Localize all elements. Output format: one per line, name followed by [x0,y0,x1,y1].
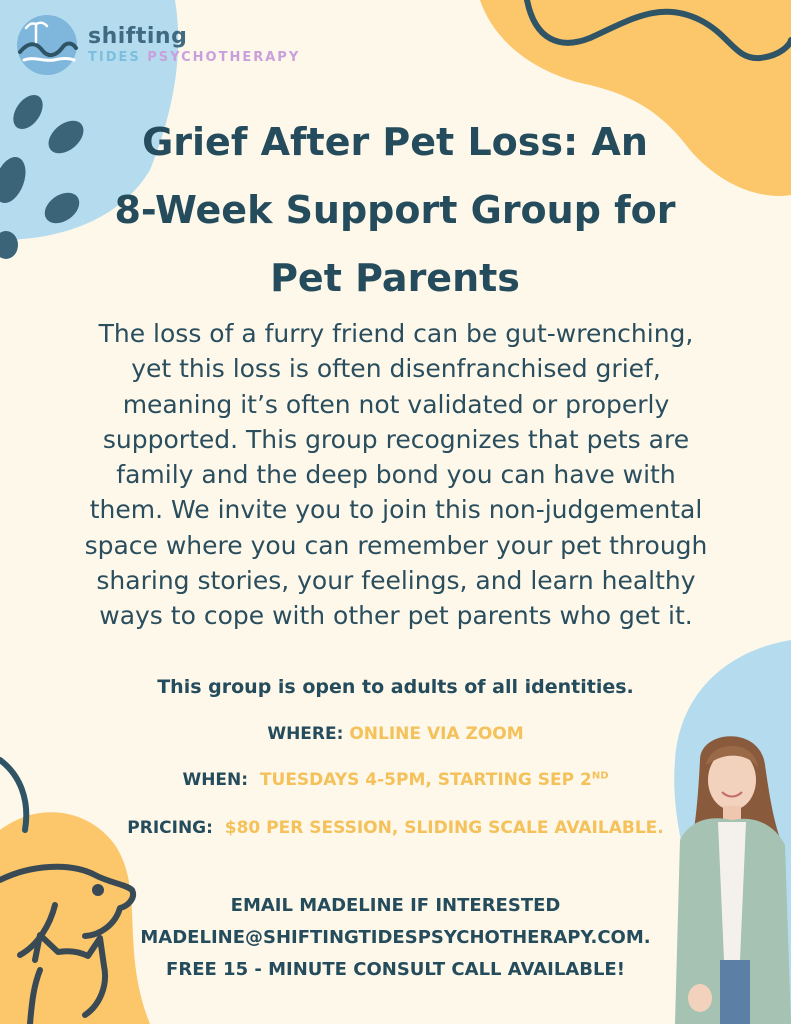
brand-name-line2 [88,51,300,64]
description-line: family and the deep bond you can have with [116,460,676,490]
title-line-1: Grief After Pet Loss: An [142,120,648,164]
description-line: meaning it’s often not validated or properly [122,389,670,419]
where-value: ONLINE VIA ZOOM [349,724,524,744]
pricing-label: PRICING: [127,818,213,838]
audience-statement: This group is open to adults of all identities. [157,676,634,698]
description-line: sharing stories, your feelings, and learn healthy [96,566,696,596]
description-line: The loss of a furry friend can be gut-wrenching, [98,319,694,348]
description-line: supported. This group recognizes that pets are [102,424,690,454]
pricing-value: $80 PER SESSION, SLIDING SCALE AVAILABLE. [224,818,664,838]
page-title [60,108,730,312]
when-value [260,770,609,790]
where-label: WHERE: [267,724,344,744]
wave-logo-icon [14,12,80,78]
when-date: TUESDAYS 4-5PM, STARTING SEP 2 [259,770,592,790]
therapist-photo [660,720,791,1024]
title-line-3: Pet Parents [270,256,520,300]
description-paragraph [54,316,738,634]
description-line: them. We invite you to join this non-judgemental [89,495,703,525]
description-line: yet this loss is often disenfranchised grief, [131,354,661,384]
brand-name-line1: shifting [88,24,188,49]
brand-name-psychotherapy: PSYCHOTHERAPY [147,50,301,65]
contact-email[interactable]: MADELINE@SHIFTINGTIDESPSYCHOTHERAPY.COM. [140,927,651,948]
contact-line-3: FREE 15 - MINUTE CONSULT CALL AVAILABLE! [166,959,625,980]
brand-logo [14,12,300,78]
description-line: ways to cope with other pet parents who get it. [99,601,693,631]
title-line-2: 8-Week Support Group for [114,188,676,232]
contact-line-1: EMAIL MADELINE IF INTERESTED [230,895,561,916]
description-line: space where you can remember your pet through [84,530,708,560]
when-label: WHEN: [182,770,249,790]
brand-name [88,26,300,64]
when-date-suffix: ND [591,770,609,782]
brand-name-tides: TIDES [88,50,141,65]
